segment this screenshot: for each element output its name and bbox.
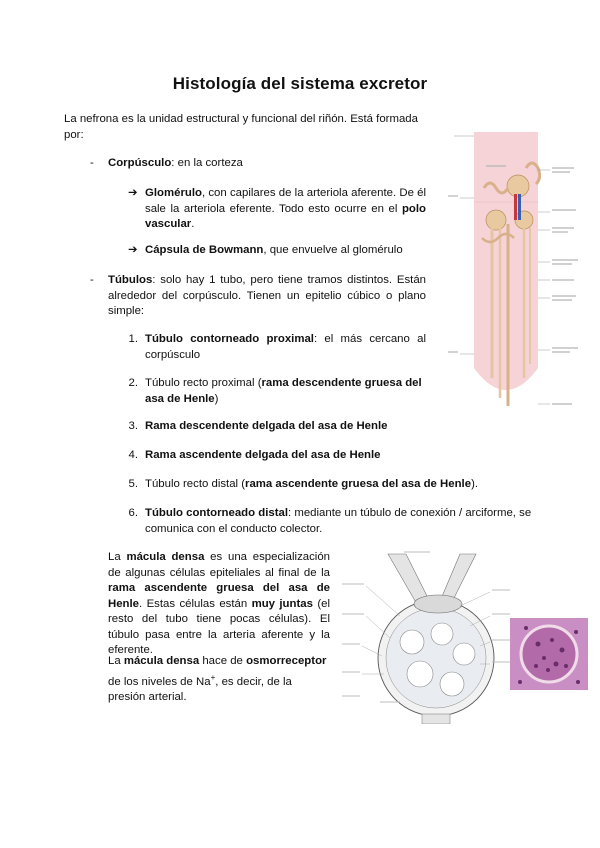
macula-densa-diagram [340,546,592,724]
nephron-diagram [446,128,586,412]
list-item [145,506,537,537]
corpusculo-text: : en la corteza [171,157,243,169]
macula-term: muy juntas [251,597,313,610]
list-item [145,332,426,363]
glomerulo-text: , con capilares de la arteriola aferente. De él sale la arteriola eferente. Todo esto ocurre en el [145,187,426,215]
list-item [145,376,429,407]
macula-term: mácula densa [123,655,200,667]
macula-text: (el resto del tubo tiene pocas células). El túbulo pasa entre la arteria aferente y la eferente. [108,597,330,656]
sodium-charge: + [210,672,216,682]
item-text: ) [214,392,219,405]
item-term: Túbulo contorneado distal [145,507,289,519]
list-number: 5. [128,478,138,490]
macula-text: La [108,655,124,667]
item-text: Túbulo recto proximal ( [145,377,262,389]
tubulos-text: : solo hay 1 tubo, pero tiene tramos distintos. Están alrededor del corpúsculo. Tienen un epitelio cúbico o plano simple: [108,274,426,317]
glomerulo-term: Glomérulo [145,187,202,199]
macula-paragraph-2 [108,654,330,705]
list-number: 4. [128,449,138,461]
corpusculo-term: Corpúsculo [108,157,172,169]
item-term: Rama descendente delgada del asa de Henle [145,420,388,432]
bullet-dash: - [90,274,94,286]
corpusculo-item [108,156,428,172]
arrow-icon: ➔ [128,244,138,256]
polo-vascular-term: polo vascular [145,202,426,230]
macula-text: de los niveles de Na [108,675,211,688]
capsula-text: , que envuelve al glomérulo [263,244,403,256]
list-number: 3. [128,420,138,432]
item-term: rama ascendente gruesa del asa de Henle [245,478,472,490]
arrow-icon: ➔ [128,187,138,199]
item-text: : el más cercano al corpúsculo [145,333,426,361]
list-item [145,419,445,435]
item-term: rama descendente gruesa del asa de Henle [145,377,422,405]
item-text: : mediante un túbulo de conexión / arciforme, se comunica con el conducto colector. [145,507,532,535]
capsula-term: Cápsula de Bowmann [145,244,264,256]
macula-term: rama ascendente gruesa del asa de Henle [108,582,330,610]
glomerulo-item [145,186,426,233]
macula-text: es una especialización de algunas células epiteliales al final de la [108,551,331,579]
item-term: Túbulo contorneado proximal [145,333,314,345]
item-text: ). [471,478,479,490]
capsula-item [145,243,435,259]
macula-text: , es decir, de la presión arterial. [108,675,292,703]
list-item [145,448,445,464]
macula-text: . Estas células están [139,597,252,610]
list-number: 1. [128,333,138,345]
item-text: Túbulo recto distal ( [145,478,246,490]
macula-text: hace de [199,655,247,667]
macula-text: La [108,551,127,563]
macula-term: mácula densa [126,551,205,563]
page-title: Histología del sistema excretor [172,74,428,93]
tubulos-term: Túbulos [108,274,153,286]
list-number: 2. [128,377,138,389]
glomerulo-end: . [191,218,195,230]
macula-term: osmorreceptor [246,655,327,667]
bullet-dash: - [90,157,94,169]
item-term: Rama ascendente delgada del asa de Henle [145,449,381,461]
macula-paragraph-1 [108,550,330,659]
intro-paragraph: La nefrona es la unidad estructural y funcional del riñón. Está formada por: [64,113,418,141]
list-item [145,477,545,493]
list-number: 6. [128,507,138,519]
tubulos-item [108,273,426,320]
